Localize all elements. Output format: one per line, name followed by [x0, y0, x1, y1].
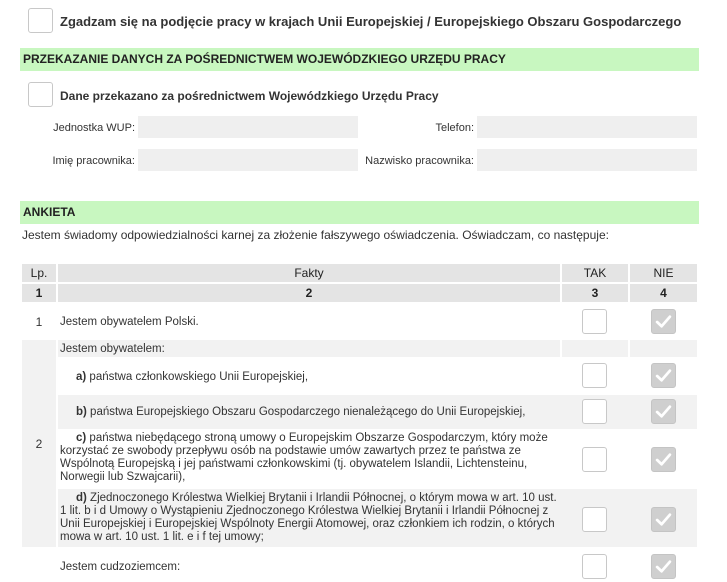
row-2d-tak-checkbox[interactable] [582, 507, 607, 532]
row-2c-tak-checkbox[interactable] [582, 447, 607, 472]
row-2b-nie-checkbox[interactable] [651, 399, 676, 424]
row-1-lp: 1 [35, 315, 43, 329]
row-2a-tak-checkbox[interactable] [582, 363, 607, 388]
row-1-nie-checkbox[interactable] [651, 309, 676, 334]
row-1-tak-checkbox[interactable] [582, 309, 607, 334]
row-2b-tak-checkbox[interactable] [582, 399, 607, 424]
row-2c-body: państwa niebędącego stroną umowy o Europejskim Obszarze Gospodarczym, który może korzystać ze swobody przepływu osób na podstawie umów zawartych przez te państwa ze Wspólnotą Europejską i jej państwami członkowskimi (tj. obywatelem Islandii, Lichtensteinu, Norwegii lub Szwajcarii), [60, 432, 548, 483]
row-2c-text [60, 432, 558, 484]
row-2d-body: Zjednoczonego Królestwa Wielkiej Brytanii i Irlandii Północnej, o którym mowa w art. 10 ust. 1 lit. b i d Umowy o Wystąpieniu Zjednoczonego Królestwa Wielkiej Brytanii i Irlandii Północnej z Unii Europejskiej i Europejskiej Wspólnoty Energii Atomowej, oraz członkiem ich rodzin, o których mowa w art. 10 ust. 1 lit. e i f tej umowy; [60, 492, 557, 543]
consent-checkbox[interactable] [28, 8, 53, 33]
row-1-text: Jestem obywatelem Polski. [60, 316, 199, 328]
wup-checkbox[interactable] [28, 82, 53, 107]
row-2-intro: Jestem obywatelem: [60, 343, 165, 355]
telefon-input[interactable] [477, 116, 697, 138]
checkmark-icon [655, 313, 672, 330]
row-2-lp: 2 [35, 437, 43, 451]
row-2d-nie-checkbox[interactable] [651, 507, 676, 532]
ankieta-header: ANKIETA [20, 201, 699, 224]
row-2b-body: państwa Europejskiego Obszaru Gospodarczego nienależącego do Unii Europejskiej, [86, 406, 526, 418]
row-2a-body: państwa członkowskiego Unii Europejskiej, [86, 371, 309, 383]
row-2b-prefix: b) [76, 406, 87, 418]
row-2a-nie-checkbox[interactable] [651, 363, 676, 388]
wup-checkbox-label: Dane przekazano za pośrednictwem Wojewódzkiego Urzędu Pracy [60, 89, 439, 103]
row-2c-prefix: c) [76, 432, 87, 444]
row-2b-text [76, 406, 558, 419]
row-3-text: Jestem cudzoziemcem: [60, 561, 181, 573]
row-2a-text [76, 371, 556, 384]
nazwisko-label: Nazwisko pracownika: [365, 155, 474, 167]
col-tak-header: TAK [562, 264, 628, 282]
imie-label: Imię pracownika: [52, 155, 135, 167]
telefon-label: Telefon: [435, 122, 474, 134]
row-2d-text [60, 492, 558, 544]
wup-section-header: PRZEKAZANIE DANYCH ZA POŚREDNICTWEM WOJEWÓDZKIEGO URZĘDU PRACY [20, 48, 699, 71]
col-nie-header: NIE [630, 264, 697, 282]
row-3-nie-checkbox[interactable] [651, 554, 676, 579]
checkmark-icon [655, 367, 672, 384]
imie-input[interactable] [138, 149, 358, 171]
col-lp-header: Lp. [22, 264, 56, 282]
col-number-2: 2 [58, 284, 560, 302]
row-2d-prefix: d) [76, 492, 87, 504]
checkmark-icon [655, 558, 672, 575]
consent-label: Zgadzam się na podjęcie pracy w krajach Unii Europejskiej / Europejskiego Obszaru Gospodarczego [60, 14, 682, 29]
checkmark-icon [655, 511, 672, 528]
row-3-tak-checkbox[interactable] [582, 554, 607, 579]
checkmark-icon [655, 403, 672, 420]
row-2-intro-tak-cell [562, 340, 628, 357]
row-2-intro-nie-cell [630, 340, 697, 357]
row-2a-prefix: a) [76, 371, 87, 383]
jednostka-wup-input[interactable] [138, 116, 358, 138]
col-number-1: 1 [22, 284, 56, 302]
ankieta-intro: Jestem świadomy odpowiedzialności karnej za złożenie fałszywego oświadczenia. Oświadczam, co następuje: [22, 228, 609, 242]
nazwisko-input[interactable] [477, 149, 697, 171]
col-fakty-header: Fakty [58, 264, 560, 282]
checkmark-icon [655, 451, 672, 468]
jednostka-wup-label: Jednostka WUP: [53, 122, 135, 134]
col-number-3: 3 [562, 284, 628, 302]
col-number-4: 4 [630, 284, 697, 302]
row-2c-nie-checkbox[interactable] [651, 447, 676, 472]
